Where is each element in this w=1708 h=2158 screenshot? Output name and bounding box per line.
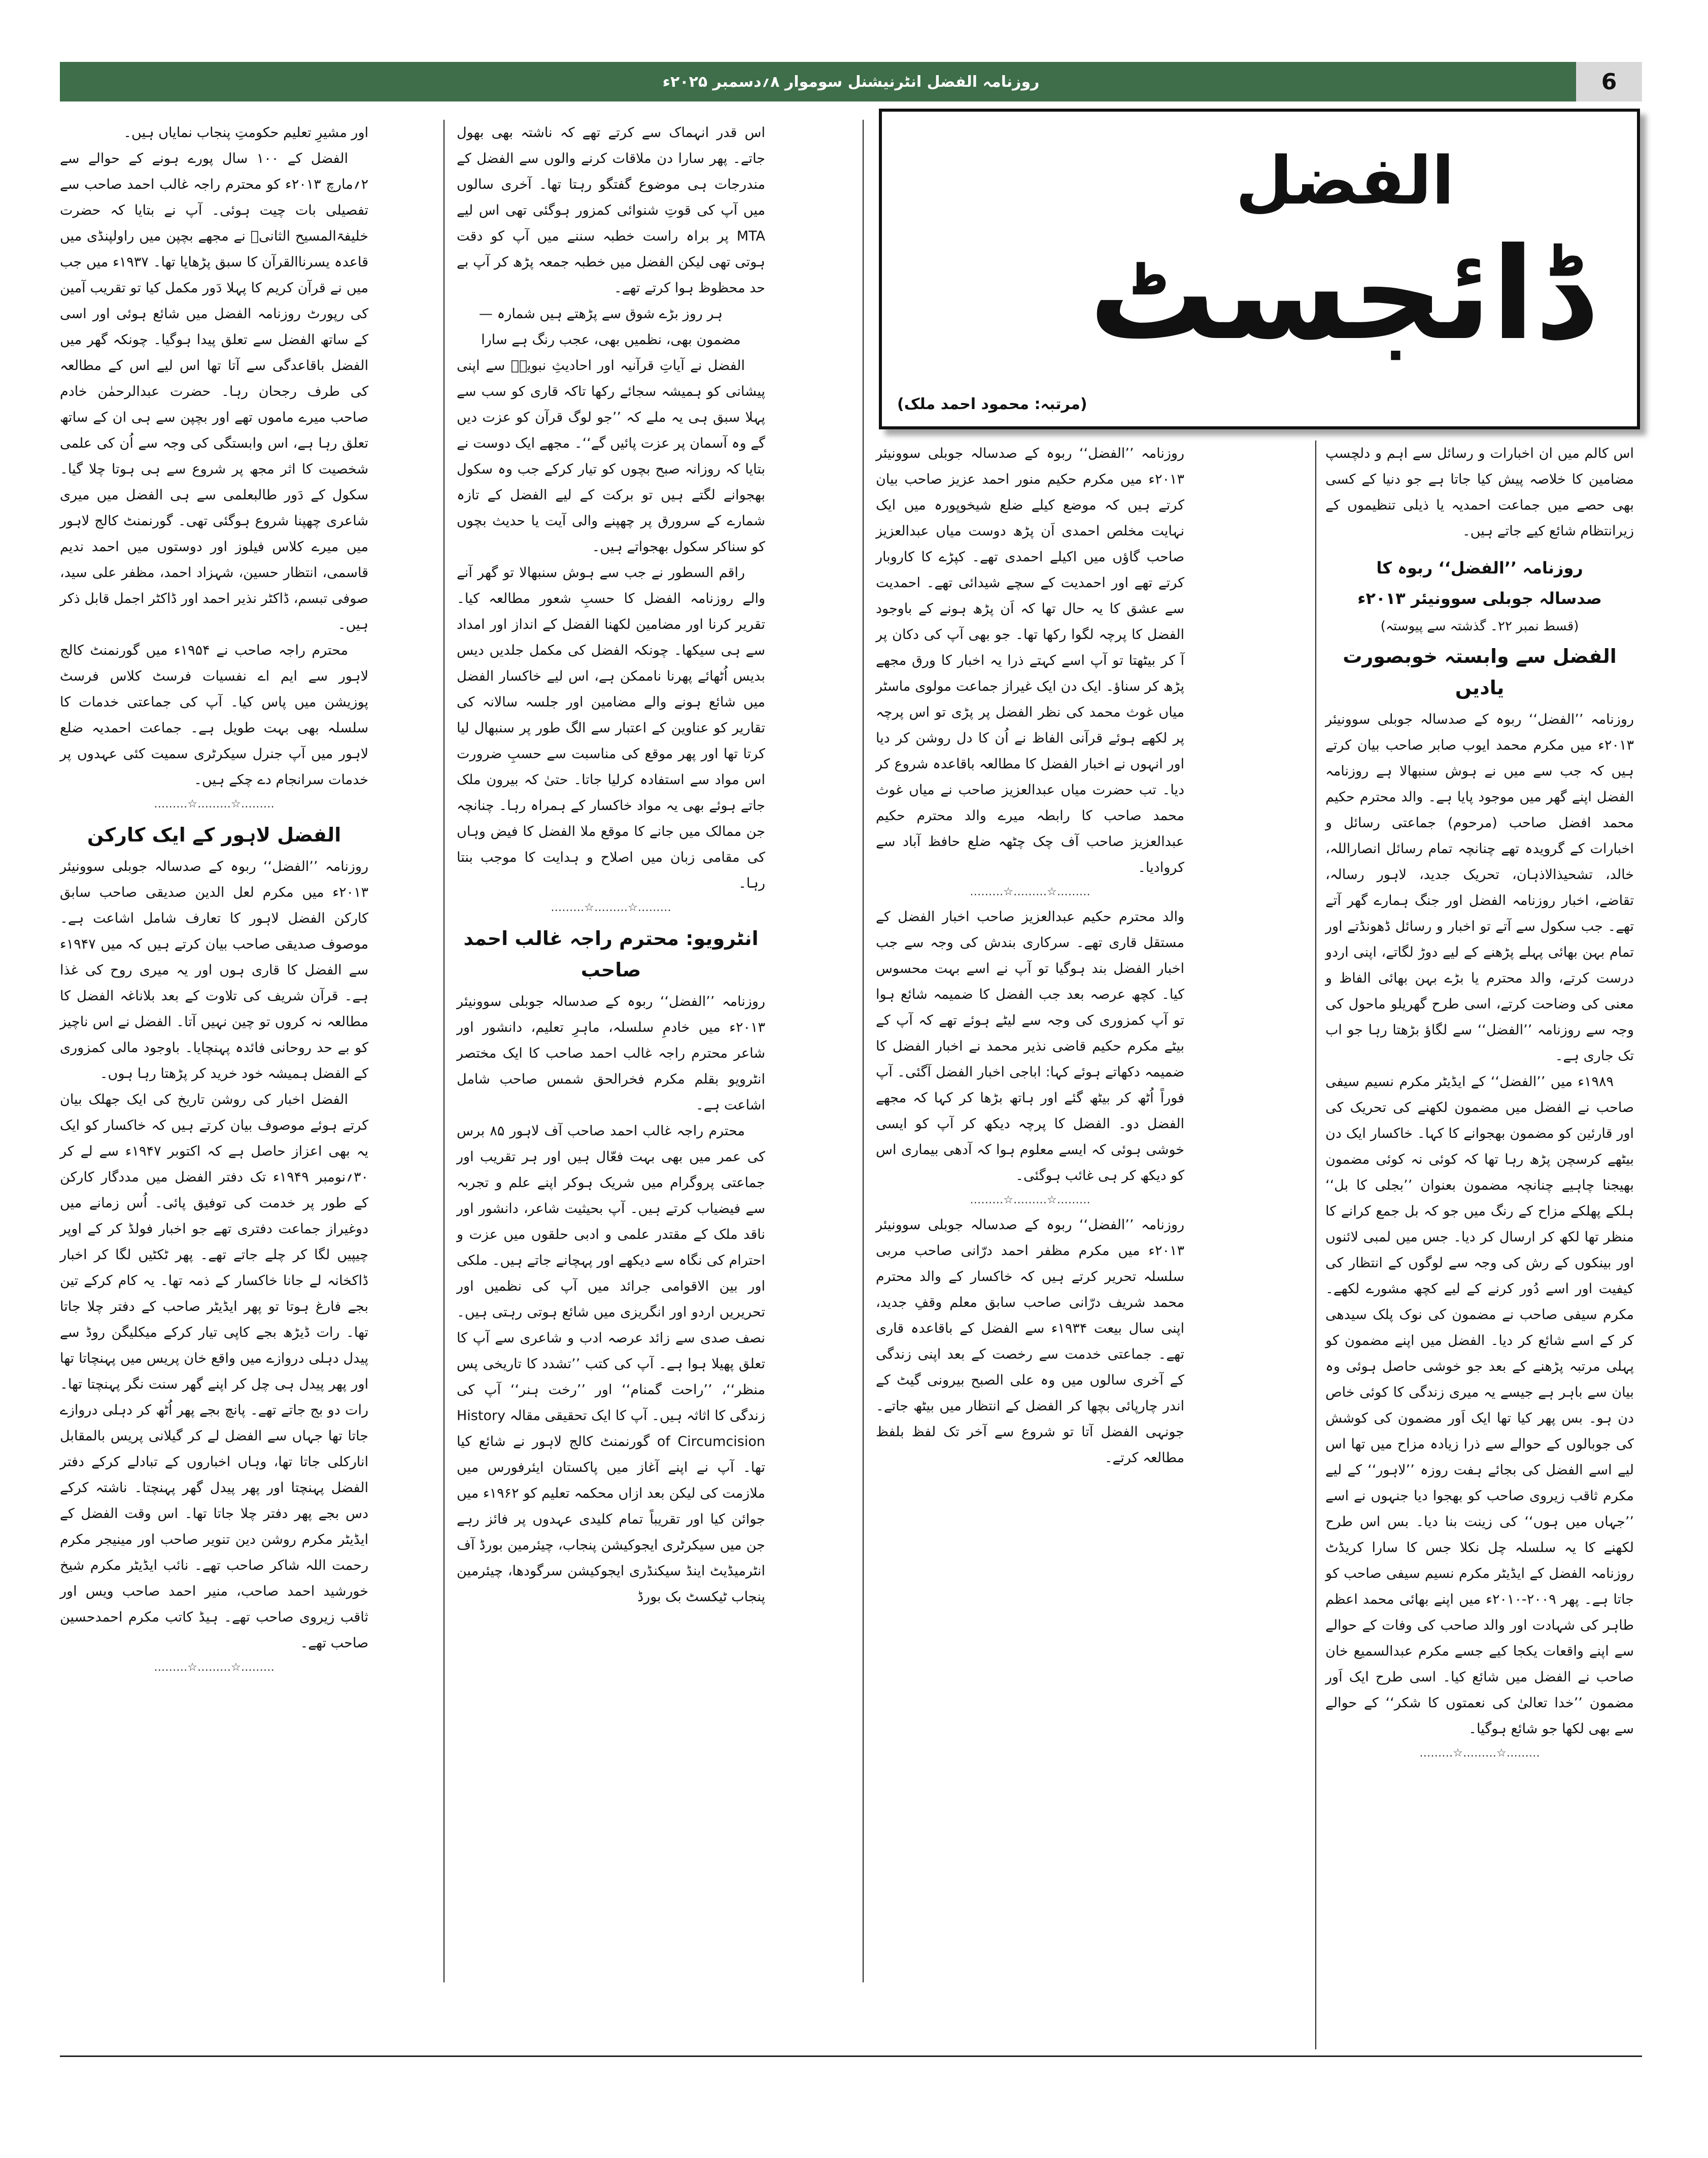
col2-paragraph: روزنامہ ’’الفضل‘‘ ربوہ کے صدسالہ جوبلی سوونیئر ۲۰۱۳ء میں مکرم مظفر احمد درّانی صاحب مربی سلسلہ تحریر کرتے ہیں کہ خاکسار کے والد محترم محمد شریف درّانی صاحب سابق معلم وقفِ جدید، اپنی سال بیعت ۱۹۳۴ء سے الفضل کے باقاعدہ قاری تھے۔ جماعتی خدمت سے رخصت کے بعد اپنی زندگی کے آخری سالوں میں وہ علی الصبح بیرونی گیٹ کے اندر چارپائی بچھا کر الفضل کے انتظار میں بیٹھ جاتے۔ جونہی الفضل آتا تو شروع سے آخر تک لفظ بلفظ مطالعہ کرتے۔ [876,1217,1184,1466]
column-divider [1315,441,1316,2049]
col4-paragraph: الفضل کے ۱۰۰ سال پورے ہونے کے حوالے سے ۲؍مارچ ۲۰۱۳ء کو محترم راجہ غالب احمد صاحب سے تفصیلی بات چیت ہوئی۔ آپ نے بتایا کہ حضرت خلیفۃالمسیح الثانیؓ نے مجھے بچپن میں راولپنڈی میں قاعدہ یسرناالقرآن کا سبق پڑھایا تھا۔ ۱۹۳۷ء میں جب میں نے قرآن کریم کا پہلا دَور مکمل کیا تو تقریب آمین کی رپورٹ روزنامہ الفضل میں شائع ہوئی اور اسی کے ساتھ الفضل سے تعلق پیدا ہوگیا۔ چونکہ گھر میں الفضل باقاعدگی سے آتا تھا اس لیے اس کے مطالعہ کی طرف رجحان رہا۔ حضرت عبدالرحمٰن خادم صاحب میرے ماموں تھے اور بچپن سے ہی ان کے ساتھ تعلق رہا ہے، اس وابستگی کی وجہ سے اُن کی علمی شخصیت کا اثر مجھ پر شروع سے ہی ہوتا چلا گیا۔ سکول کے دَور طالبعلمی سے ہی الفضل میں میری شاعری چھپنا شروع ہوگئی تھی۔ گورنمنٹ کالج لاہور میں میرے کلاس فیلوز اور دوستوں میں احمد ندیم قاسمی، انتظار حسین، شہزاد احمد، مظفر علی سید، صوفی تبسم، ڈاکٹر نذیر احمد اور ڈاکٹر اجمل قابل ذکر ہیں۔ [60,151,369,632]
col4-paragraph: محترم راجہ صاحب نے ۱۹۵۴ء میں گورنمنٹ کالج لاہور سے ایم اے نفسیات فرسٹ کلاس فرسٹ پوزیشن میں پاس کیا۔ آپ کی جماعتی خدمات کا سلسلہ بھی بہت طویل ہے۔ جماعت احمدیہ ضلع لاہور میں آپ جنرل سیکرٹری سمیت کئی عہدوں پر خدمات سرانجام دے چکے ہیں۔ [60,643,368,788]
separator: ………☆………☆……… [551,901,671,914]
masthead-big-title: ڈائجسٹ [1088,220,1591,368]
separator: ………☆………☆……… [154,1661,275,1674]
col3-paragraph: اس قدر انہماک سے کرتے تھے کہ ناشتہ بھی بھول جاتے۔ پھر سارا دن ملاقات کرنے والوں سے الفضل کے مندرجات ہی موضوع گفتگو رہتا تھا۔ آخری سالوں میں آپ کی قوتِ شنوائی کمزور ہوگئی تھی اس لیے MTA پر براہ راست خطبہ سننے میں آپ کو دقت ہوتی تھی لیکن الفضل میں خطبہ جمعہ پڑھ کر آپ بے حد محظوظ ہوا کرتے تھے۔ [457,125,765,296]
col3-paragraph: راقم السطور نے جب سے ہوش سنبھالا تو گھر آنے والے روزنامہ الفضل کا حسبِ شعور مطالعہ کیا۔ تقریر کرنا اور مضامین لکھنا الفضل کے انداز اور امداد سے ہی سیکھا۔ چونکہ الفضل کی مکمل جلدیں دیس بدیس اُٹھائے پھرنا ناممکن ہے، اس لیے خاکسار الفضل میں شائع ہونے والے مضامین اور جلسہ سالانہ کی تقاریر کو عناوین کے اعتبار سے الگ طور پر سنبھال لیا کرتا تھا اور پھر موقع کی مناسبت سے حسبِ ضرورت اس مواد سے استفادہ کرلیا جاتا۔ حتیٰ کہ بیرون ملک جاتے ہوئے بھی یہ مواد خاکسار کے ہمراہ رہا۔ چنانچہ جن ممالک میں جانے کا موقع ملا الفضل کا فیض وہاں کی مقامی زبان میں اصلاح و ہدایت کا موجب بنتا رہا۔ [457,565,765,891]
col3-poem: ہر روز بڑے شوق سے پڑھتے ہیں شمارہ — مضمون بھی، نظمیں بھی، عجب رنگ ہے سارا [479,306,741,348]
col2-paragraph: والد محترم حکیم عبدالعزیز صاحب اخبار الفضل کے مستقل قاری تھے۔ سرکاری بندش کی وجہ سے جب اخبار الفضل بند ہوگیا تو آپ نے اسے بہت محسوس کیا۔ کچھ عرصہ بعد جب الفضل کا ضمیمہ شائع ہوا تو آپ کمزوری کی وجہ سے لیٹے ہوئے تھے کہ آپ کے بیٹے مکرم حکیم قاضی نذیر محمد نے اخبار الفضل کا ضمیمہ دکھاتے ہوئے کہا: اباجی اخبار الفضل آگئی۔ آپ فوراً اُٹھ کر بیٹھ گئے اور ہاتھ بڑھا کر کہا کہ مجھے الفضل دو۔ الفضل کا پرچہ دیکھ کر آپ کو ایسی خوشی ہوئی کہ ایسے معلوم ہوا کہ آدھی بیماری اس کو دیکھ کر ہی غائب ہوگئی۔ [876,909,1184,1184]
section1-title-line2: صدسالہ جوبلی سوونیئر ۲۰۱۳ء [1357,589,1602,608]
col2-paragraph: روزنامہ ’’الفضل‘‘ ربوہ کے صدسالہ جوبلی سوونیئر ۲۰۱۳ء میں مکرم حکیم منور احمد عزیز صاحب بیان کرتے ہیں کہ موضع کیلے ضلع شیخوپورہ میں ایک نہایت مخلص احمدی اَن پڑھ دوست میاں عبدالعزیز صاحب گاؤں میں اکیلے احمدی تھے۔ کپڑے کا کاروبار کرتے تھے اور احمدیت کے سچے شیدائی تھے۔ احمدیت سے عشق کا یہ حال تھا کہ اَن پڑھ ہونے کے باوجود الفضل کا پرچہ لگوا رکھا تھا۔ جو بھی آپ کی دکان پر آ کر بیٹھتا تو آپ اسے کہتے ذرا یہ اخبار کا ورق مجھے پڑھ کر سناؤ۔ ایک دن ایک غیراز جماعت مولوی ماسٹر میاں غوث محمد کی نظر الفضل پر پڑی تو اس پرچہ پر لکھے ہوئے قرآنی الفاظ نے اُن کا دل روشن کر دیا اور انہوں نے اخبار الفضل کا مطالعہ باقاعدہ شروع کر دیا۔ تب حضرت میاں عبدالعزیز صاحب نے میاں غوث محمد صاحب کا رابطہ میرے والد محترم حکیم عبدالعزیز صاحب آف چک چٹھہ ضلع حافظ آباد سے کروادیا۔ [876,446,1184,875]
column-divider [443,120,445,1982]
digest-masthead [879,109,1640,429]
compiler-credit: (مرتبہ: محمود احمد ملک) [897,395,1087,413]
section1-installment: (قسط نمبر ۲۲۔ گذشتہ سے پیوستہ) [1380,619,1579,634]
col3-paragraph: محترم راجہ غالب احمد صاحب آف لاہور ۸۵ برس کی عمر میں بھی بہت فعّال ہیں اور ہر تقریب اور جماعتی پروگرام میں شریک ہوکر اپنے علم و تجربہ سے فیضیاب کرتے ہیں۔ آپ بحیثیت شاعر، دانشور اور ناقد ملک کے مقتدر علمی و ادبی حلقوں میں عزت و احترام کی نگاہ سے دیکھے اور پہچانے جاتے ہیں۔ ملکی اور بین الاقوامی جرائد میں آپ کی نظمیں اور تحریریں اردو اور انگریزی میں شائع ہوتی رہتی ہیں۔ نصف صدی سے زائد عرصہ ادب و شاعری سے آپ کا تعلق پھیلا ہوا ہے۔ آپ کی کتب ’’تشدد کا تاریخی پس منظر‘‘، ’’راحت گمنام‘‘ اور ’’رخت ہنر‘‘ آپ کی زندگی کا اثاثہ ہیں۔ آپ کا ایک تحقیقی مقالہ History of Circumcision گورنمنٹ کالج لاہور نے شائع کیا تھا۔ آپ نے اپنے آغاز میں پاکستان ایئرفورس میں ملازمت کی لیکن بعد ازاں محکمہ تعلیم کو ۱۹۶۲ء میں جوائن کیا اور تقریباً تمام کلیدی عہدوں پر فائز رہے جن میں سیکرٹری ایجوکیشن پنجاب، چیئرمین بورڈ آف انٹرمیڈیٹ اینڈ سیکنڈری ایجوکیشن سرگودھا، چیئرمین پنجاب ٹیکسٹ بک بورڈ [457,1123,765,1605]
masthead-small-title: الفضل [1235,142,1454,219]
header-bar [60,62,1642,102]
col4-paragraph: الفضل اخبار کی روشن تاریخ کی ایک جھلک بیان کرتے ہوئے موصوف بیان کرتے ہیں کہ خاکسار کو ایک یہ بھی اعزاز حاصل ہے کہ اکتوبر ۱۹۴۷ء سے لے کر ۳۰؍نومبر ۱۹۴۹ء تک دفتر الفضل میں مددگار کارکن کے طور پر خدمت کی توفیق پائی۔ اُس زمانے میں دوغیراز جماعت دفتری تھے جو اخبار فولڈ کر کے اوپر چیپیں لگا کر چلے جاتے تھے۔ پھر ٹکٹیں لگا کر اخبار ڈاکخانہ لے جانا خاکسار کے ذمہ تھا۔ یہ کام کرکے تین بجے فارغ ہوتا تو پھر ایڈیٹر صاحب کے دفتر چلا جاتا تھا۔ رات ڈیڑھ بجے کاپی تیار کرکے میکلیگن روڈ سے پیدل دہلی دروازے میں واقع خان پریس میں پہنچاتا تھا اور پھر پیدل ہی چل کر اپنے گھر سنت نگر پہنچتا تھا۔ رات دو بج جاتے تھے۔ پانچ بجے پھر اُٹھ کر دہلی دروازے جاتا تھا جہاں سے الفضل لے کر گیلانی پریس بالمقابل انارکلی جاتا تھا، وہاں اخباروں کے تبادلے کرکے دفتر الفضل پہنچتا اور پھر پیدل گھر پہنچتا۔ ناشتہ کرکے دس بجے پھر دفتر چلا جاتا تھا۔ اس وقت الفضل کے ایڈیٹر مکرم روشن دین تنویر صاحب اور مینیجر مکرم رحمت اللہ شاکر صاحب تھے۔ نائب ایڈیٹر مکرم شیخ خورشید احمد صاحب، منیر احمد صاحب ویس اور ثاقب زیروی صاحب تھے۔ ہیڈ کاتب مکرم احمدحسین صاحب تھے۔ [60,1092,369,1651]
column-1 [1325,441,1634,2049]
bottom-rule [60,2055,1642,2057]
col1-paragraph: روزنامہ ’’الفضل‘‘ ربوہ کے صدسالہ جوبلی سوونیئر ۲۰۱۳ء میں مکرم محمد ایوب صابر صاحب بیان کرتے ہیں کہ جب سے میں نے ہوش سنبھالا ہے روزنامہ الفضل اپنے گھر میں موجود پایا ہے۔ والد محترم حکیم محمد افضل صاحب (مرحوم) جماعتی رسائل و اخبارات کے گرویدہ تھے چنانچہ تمام رسائل انصاراللہ، خالد، تشحیذالاذہان، تحریک جدید، لاہور رسالہ، تقاضے، اخبار روزنامہ الفضل اور جنگ ہمارے گھر آتے تھے۔ جب سکول سے آتے تو اخبار و رسائل ڈھونڈتے اور تمام بہن بھائی پہلے پڑھنے کے لیے دوڑ لگاتے، اپنی اردو درست کرتے، والد محترم یا بڑے بہن بھائی الفاظ و معنی کی وضاحت کرتے، اسی طرح گھریلو ماحول کی وجہ سے روزنامہ ’’الفضل‘‘ سے لگاؤ بڑھتا رہا جو اب تک جاری ہے۔ [1325,712,1634,1064]
page-number: 6 [1576,62,1642,102]
col3-paragraph: الفضل نے آیاتِ قرآنیہ اور احادیثِ نبویہؐ سے اپنی پیشانی کو ہمیشہ سجائے رکھا تاکہ قاری کو سب سے پہلا سبق ہی یہ ملے کہ ’’جو لوگ قرآن کو عزت دیں گے وہ آسمان پر عزت پائیں گے‘‘۔ مجھے ایک دوست نے بتایا کہ روزانہ صبح بچوں کو تیار کرکے جب وہ سکول بھجوانے لگتے ہیں تو برکت کے لیے الفضل کے تازہ شمارے کے سرورق پر چھپنے والی آیت یا حدیث بچوں کو سناکر سکول بھجواتے ہیں۔ [457,358,765,555]
separator: ………☆………☆……… [970,886,1090,898]
col4-paragraph: اور مشیرِ تعلیم حکومتِ پنجاب نمایاں ہیں۔ [123,125,368,141]
column-2 [876,441,1184,2049]
section1-title-line1: روزنامہ ’’الفضل‘‘ ربوہ کا [1376,558,1583,578]
header-title: روزنامہ الفضل انٹرنیشنل سوموار ۸؍دسمبر ۲۰۲۵ء [662,73,1040,91]
column-4 [60,120,368,2043]
interview-heading: انٹرویو: محترم راجہ غالب احمد صاحب [463,927,759,981]
intro-paragraph: اس کالم میں ان اخبارات و رسائل سے اہم و دلچسپ مضامین کا خلاصہ پیش کیا جاتا ہے جو دنیا کے کسی بھی حصے میں جماعت احمدیہ یا ذیلی تنظیموں کے زیرانتظام شائع کیے جاتے ہیں۔ [1325,446,1634,539]
separator: ………☆………☆……… [1419,1747,1540,1760]
col1-paragraph: ۱۹۸۹ء میں ’’الفضل‘‘ کے ایڈیٹر مکرم نسیم سیفی صاحب نے الفضل میں مضمون لکھنے کی تحریک کی اور قارئین کو مضمون بھجوانے کا کہا۔ خاکسار ایک دن بیٹھے کرسچن پڑھ رہا تھا کہ کوئی نہ کوئی مضمون بھیجنا چاہیے چنانچہ مضمون بعنوان ’’بجلی کا بل‘‘ ہلکے پھلکے مزاح کے رنگ میں جو کہ بل جمع کرانے کا منظر تھا لکھ کر ارسال کر دیا۔ جس میں لمبی لائنوں اور بینکوں کے رش کی وجہ سے لوگوں کے انتظار کی کیفیت اور اسے دُور کرنے کے لیے کچھ مشورے لکھے۔ مکرم سیفی صاحب نے مضمون کی نوک پلک سیدھی کر کے اسے شائع کر دیا۔ الفضل میں اپنے مضمون کو پہلی مرتبہ پڑھنے کے بعد جو خوشی حاصل ہوئی وہ بیان سے باہر ہے جیسے یہ میری زندگی کا کوئی خاص دن ہو۔ بس پھر کیا تھا ایک اَور مضمون کی کوشش کی جوبالوں کے حوالے سے ذرا زیادہ مزاح میں تھا اس لیے اسے الفضل کی بجائے ہفت روزہ ’’لاہور‘‘ کے لیے مکرم ثاقب زیروی صاحب کو بھجوا دیا جنہوں نے اسے ’’جہاں میں ہوں‘‘ کی زینت بنا دیا۔ بس اس طرح لکھنے کا یہ سلسلہ چل نکلا جس کا سارا کریڈٹ روزنامہ الفضل کے ایڈیٹر مکرم نسیم سیفی صاحب کو جاتا ہے۔ پھر ۲۰۰۹-۲۰۱۰ء میں اپنے بھائی محمد اعظم طاہر کی شہادت اور والد صاحب کی وفات کے حوالے سے اپنے واقعات یکجا کیے جسے مکرم عبدالسمیع خان صاحب نے الفضل میں شائع کیا۔ اسی طرح ایک اَور مضمون ’’خدا تعالیٰ کی نعمتوں کا شکر‘‘ کے حوالے سے بھی لکھا جو شائع ہوگیا۔ [1325,1074,1634,1737]
section1-heading: الفضل سے وابستہ خوبصورت یادیں [1343,645,1617,699]
col4-paragraph: روزنامہ ’’الفضل‘‘ ربوہ کے صدسالہ جوبلی سوونیئر ۲۰۱۳ء میں مکرم لعل الدین صدیقی صاحب سابق کارکن الفضل لاہور کا تعارف شامل اشاعت ہے۔ موصوف صدیقی صاحب بیان کرتے ہیں کہ میں ۱۹۴۷ء سے الفضل کا قاری ہوں اور یہ میری روح کی غذا ہے۔ قرآن شریف کی تلاوت کے بعد بلاناغہ الفضل کا مطالعہ نہ کروں تو چین نہیں آتا۔ الفضل نے اس ناچیز کو بے حد روحانی فائدہ پہنچایا۔ باوجود مالی کمزوری کے الفضل ہمیشہ خود خرید کر پڑھتا رہا ہوں۔ [60,859,368,1082]
separator: ………☆………☆……… [970,1194,1090,1206]
section-heading: الفضل لاہور کے ایک کارکن [87,824,341,846]
column-3 [457,120,765,2043]
column-divider [863,120,864,1982]
col3-paragraph: روزنامہ ’’الفضل‘‘ ربوہ کے صدسالہ جوبلی سوونیئر ۲۰۱۳ء میں خادمِ سلسلہ، ماہرِ تعلیم، دانشور اور شاعر محترم راجہ غالب احمد صاحب کا ایک مختصر انٹرویو بقلم مکرم فخرالحق شمس صاحب شامل اشاعت ہے۔ [457,994,765,1113]
separator: ………☆………☆……… [154,798,275,811]
